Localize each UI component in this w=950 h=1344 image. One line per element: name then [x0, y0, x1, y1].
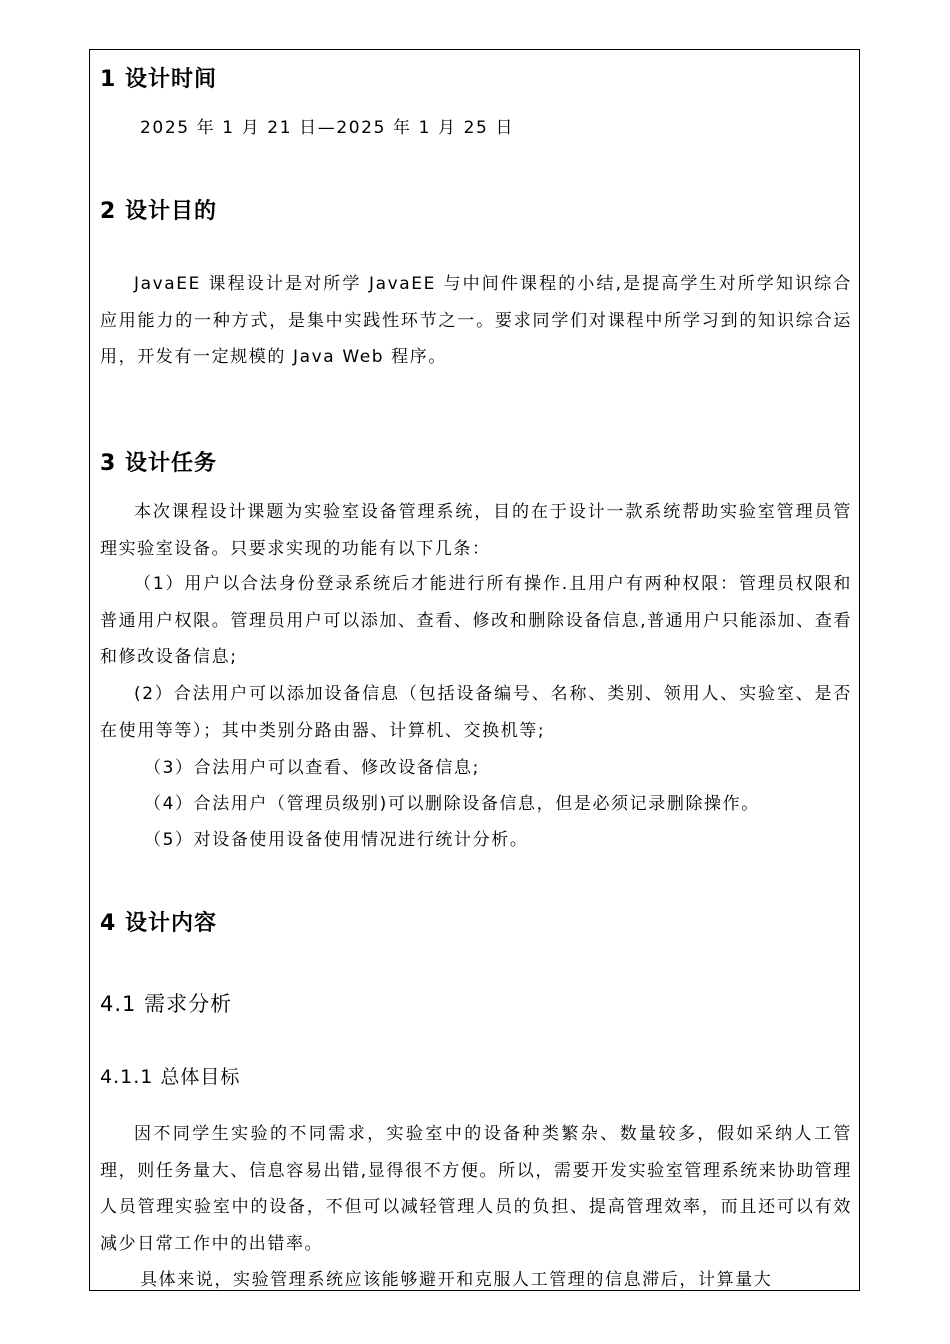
- design-purpose-paragraph: JavaEE 课程设计是对所学 JavaEE 与中间件课程的小结,是提高学生对所学知识综合应用能力的一种方式，是集中实践性环节之一。要求同学们对课程中所学习到的知识综合运用，开发有一定规模的 Java Web 程序。: [100, 274, 852, 367]
- heading-design-content: 4 设计内容: [100, 911, 217, 936]
- design-time-text: 2025 年 1 月 21 日—2025 年 1 月 25 日: [140, 118, 515, 138]
- task-item-3: （3）合法用户可以查看、修改设备信息;: [144, 758, 480, 778]
- heading-design-time: 1 设计时间: [100, 67, 217, 92]
- task-item-5: （5）对设备使用设备使用情况进行统计分析。: [144, 830, 529, 850]
- task-item-4: （4）合法用户（管理员级别)可以删除设备信息，但是必须记录删除操作。: [144, 794, 760, 814]
- heading-design-task: 3 设计任务: [100, 451, 217, 476]
- task-item-1: （1）用户以合法身份登录系统后才能进行所有操作.且用户有两种权限：管理员权限和普通用户权限。管理员用户可以添加、查看、修改和删除设备信息,普通用户只能添加、查看和修改设备信息;: [100, 574, 852, 667]
- subheading-requirements: 4.1 需求分析: [100, 992, 233, 1016]
- overall-goal-paragraph-2: 具体来说，实验管理系统应该能够避开和克服人工管理的信息滞后，计算量大: [140, 1270, 773, 1290]
- overall-goal-paragraph: 因不同学生实验的不同需求，实验室中的设备种类繁杂、数量较多，假如采纳人工管理，则任务量大、信息容易出错,显得很不方便。所以，需要开发实验室管理系统来协助管理人员管理实验室中的设备，不但可以减轻管理人员的负担、提高管理效率，而且还可以有效减少日常工作中的出错率。: [100, 1124, 852, 1254]
- design-task-intro: 本次课程设计课题为实验室设备管理系统，目的在于设计一款系统帮助实验室管理员管理实验室设备。只要求实现的功能有以下几条：: [100, 502, 852, 559]
- heading-design-purpose: 2 设计目的: [100, 199, 217, 224]
- subheading-overall-goal: 4.1.1 总体目标: [100, 1066, 241, 1088]
- task-item-2: (2）合法用户可以添加设备信息（包括设备编号、名称、类别、领用人、实验室、是否在使用等等）；其中类别分路由器、计算机、交换机等;: [100, 684, 852, 741]
